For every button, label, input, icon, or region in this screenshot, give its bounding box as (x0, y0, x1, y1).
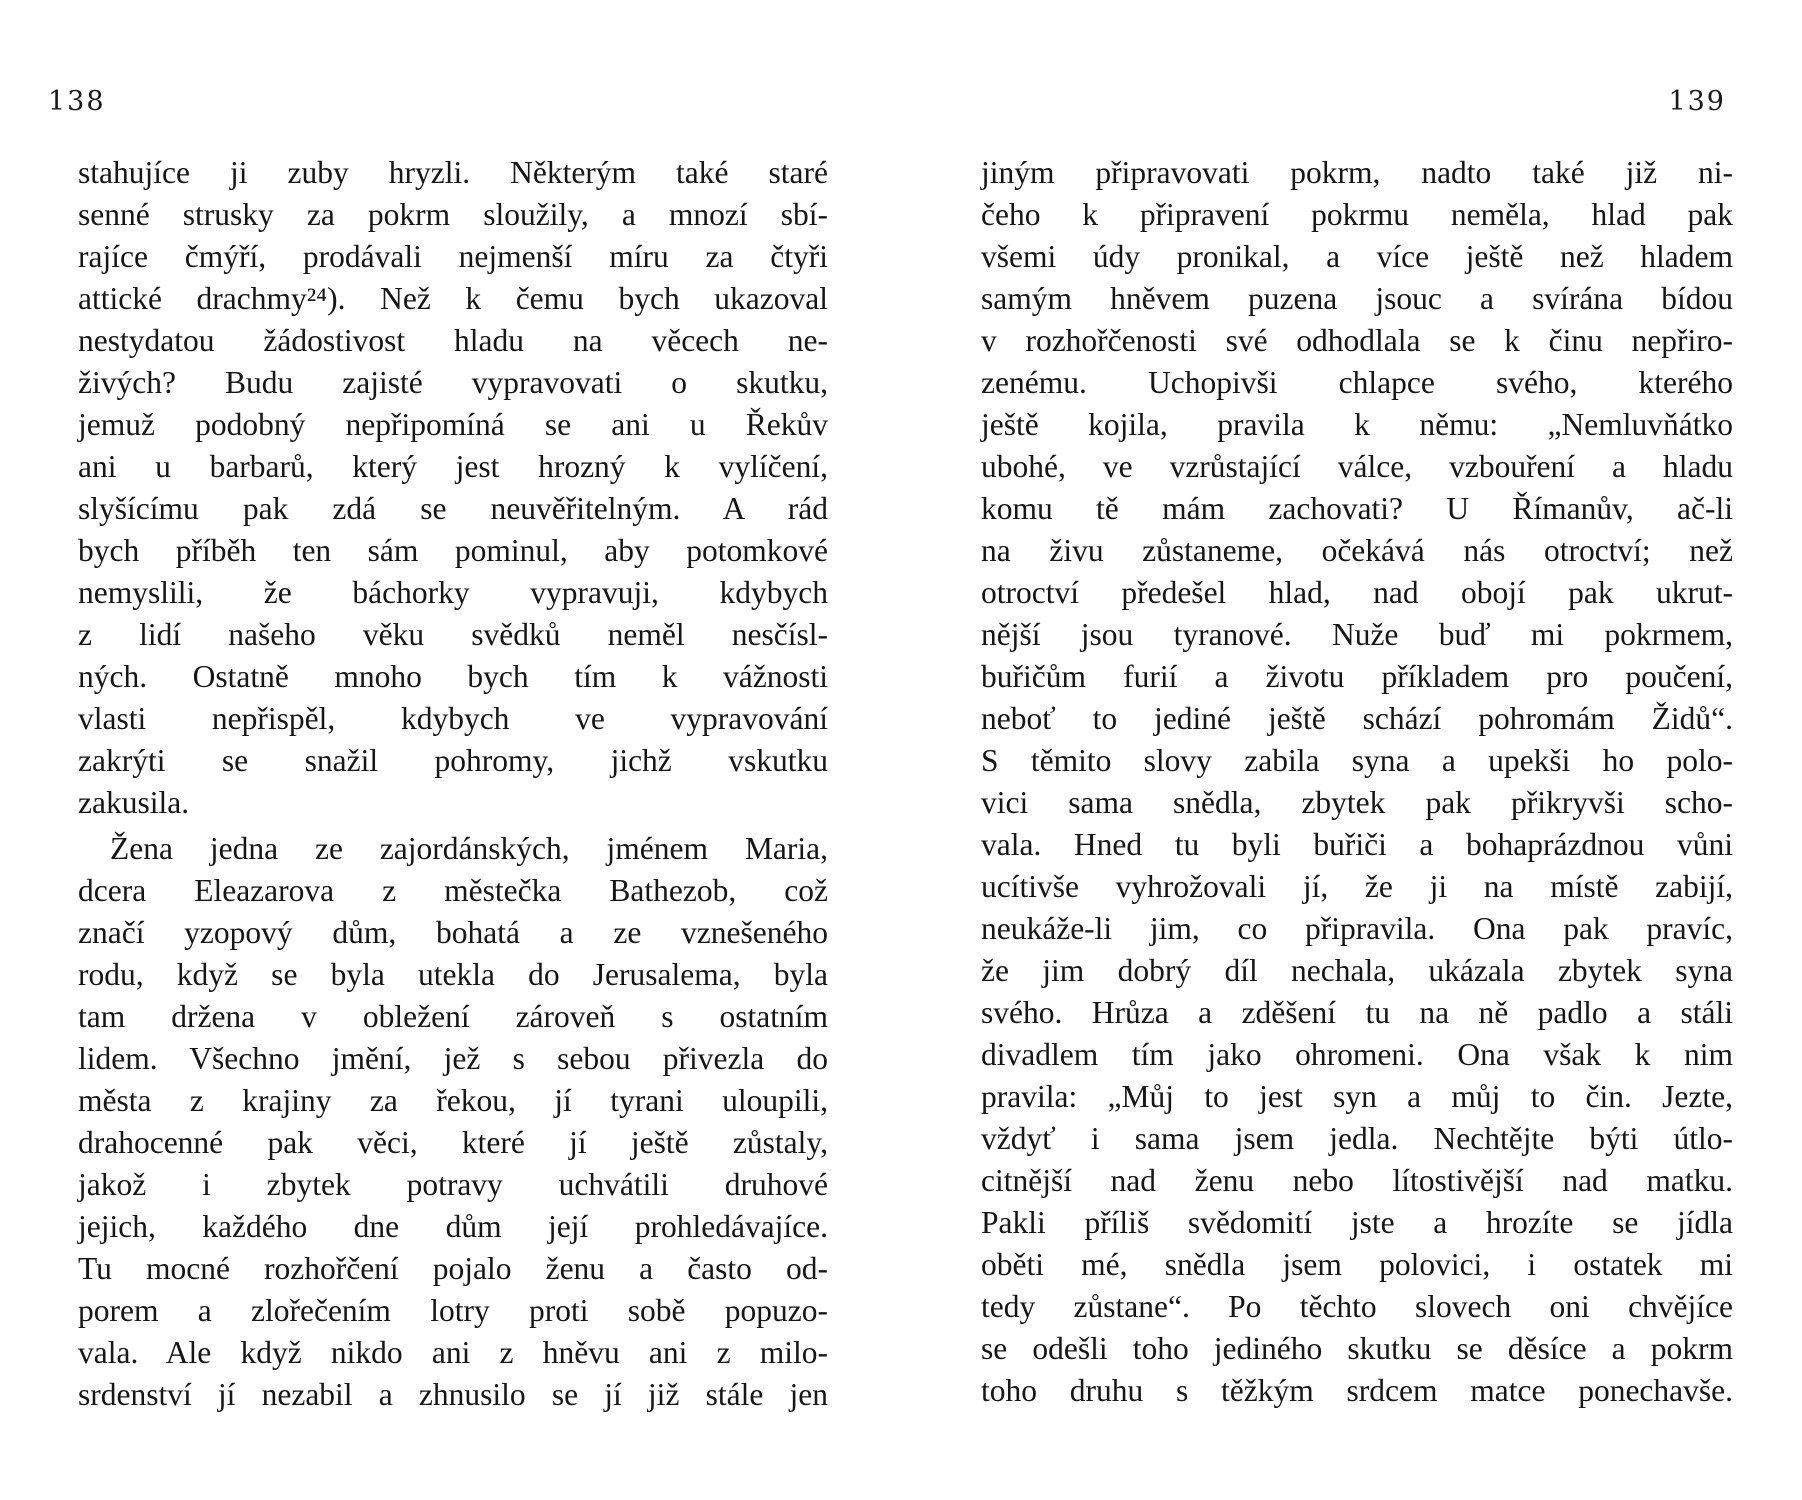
text-line: ještě kojila, pravila k němu: „Nemluvňátko (981, 407, 1733, 442)
text-line: svého. Hrůza a zděšení tu na ně padlo a stáli (981, 995, 1733, 1030)
text-line: značí yzopový dům, bohatá a ze vznešeného (78, 915, 828, 950)
text-line: toho druhu s těžkým srdcem matce ponechavše. (981, 1373, 1733, 1408)
page-text (981, 152, 1733, 1412)
text-line: z lidí našeho věku svědků neměl nesčísl- (78, 617, 828, 652)
right-page (901, 0, 1802, 1500)
text-line: Pakli příliš svědomití jste a hrozíte se jídla (981, 1205, 1733, 1240)
text-line: neboť to jediné ještě schází pohromám Židů“. (981, 701, 1733, 736)
paragraph (78, 828, 828, 1416)
text-line: slyšícímu pak zdá se neuvěřitelným. A rád (78, 491, 828, 526)
text-line: nestydatou žádostivost hladu na věcech ne- (78, 323, 828, 358)
text-line: živých? Budu zajisté vypravovati o skutku, (78, 365, 828, 400)
text-line: stahujíce ji zuby hryzli. Některým také staré (78, 155, 828, 190)
text-line: města z krajiny za řekou, jí tyrani uloupili, (78, 1083, 828, 1118)
text-line: tam držena v obležení zároveň s ostatním (78, 999, 828, 1034)
text-line: bych příběh ten sám pominul, aby potomkové (78, 533, 828, 568)
text-line: senné strusky za pokrm sloužily, a mnozí sbí- (78, 197, 828, 232)
text-line: drahocenné pak věci, které jí ještě zůstaly, (78, 1125, 828, 1160)
text-line: zenému. Uchopivši chlapce svého, kterého (981, 365, 1733, 400)
text-line: samým hněvem puzena jsouc a svírána bídou (981, 281, 1733, 316)
page-text (78, 152, 828, 1416)
text-line: nemyslili, že báchorky vypravuji, kdybych (78, 575, 828, 610)
text-line: rodu, když se byla utekla do Jerusalema, byla (78, 957, 828, 992)
text-line: buřičům furií a životu příkladem pro poučení, (981, 659, 1733, 694)
text-line: otroctví předešel hlad, nad obojí pak ukrut- (981, 575, 1733, 610)
text-line: nější jsou tyranové. Nuže buď mi pokrmem, (981, 617, 1733, 652)
text-line: vala. Hned tu byli buřiči a bohaprázdnou vůni (981, 827, 1733, 862)
paragraph (78, 152, 828, 824)
text-line: vždyť i sama jsem jedla. Nechtějte býti útlo- (981, 1121, 1733, 1156)
text-line: divadlem tím jako ohromeni. Ona však k nim (981, 1037, 1733, 1072)
text-line: porem a zlořečením lotry proti sobě popuzo- (78, 1293, 828, 1328)
text-line: Tu mocné rozhořčení pojalo ženu a často od- (78, 1251, 828, 1286)
text-line: že jim dobrý díl nechala, ukázala zbytek syna (981, 953, 1733, 988)
text-line: Žena jedna ze zajordánských, jménem Maria, (110, 831, 828, 866)
text-line: na živu zůstaneme, očekává nás otroctví; než (981, 533, 1733, 568)
text-line: S těmito slovy zabila syna a upekši ho polo- (981, 743, 1733, 778)
text-line: v rozhořčenosti své odhodlala se k činu nepřiro- (981, 323, 1733, 358)
text-line: oběti mé, snědla jsem polovici, i ostatek mi (981, 1247, 1733, 1282)
text-line: jakož i zbytek potravy uchvátili druhové (78, 1167, 828, 1202)
text-line: pravila: „Můj to jest syn a můj to čin. Jezte, (981, 1079, 1733, 1114)
text-line: vici sama snědla, zbytek pak přikryvši scho- (981, 785, 1733, 820)
text-line: vala. Ale když nikdo ani z hněvu ani z milo- (78, 1335, 828, 1370)
text-line: citnější nad ženu nebo lítostivější nad matku. (981, 1163, 1733, 1198)
text-line: ubohé, ve vzrůstající válce, vzbouření a hladu (981, 449, 1733, 484)
text-line: se odešli toho jediného skutku se děsíce a pokrm (981, 1331, 1733, 1366)
text-line: jejich, každého dne dům její prohledávajíce. (78, 1209, 828, 1244)
text-line: tedy zůstane“. Po těchto slovech oni chvějíce (981, 1289, 1733, 1324)
text-line: ucítivše vyhrožovali jí, že ji na místě zabijí, (981, 869, 1733, 904)
text-line: vlasti nepřispěl, kdybych ve vypravování (78, 701, 828, 736)
page-number: 138 (48, 86, 106, 117)
text-line: všemi údy pronikal, a více ještě než hladem (981, 239, 1733, 274)
text-line: lidem. Všechno jmění, jež s sebou přivezla do (78, 1041, 828, 1076)
text-line: čeho k připravení pokrmu neměla, hlad pak (981, 197, 1733, 232)
text-line: neukáže-li jim, co připravila. Ona pak pravíc, (981, 911, 1733, 946)
text-line: attické drachmy²⁴). Než k čemu bych ukazoval (78, 281, 828, 316)
paragraph (981, 152, 1733, 1412)
text-line: zakrýti se snažil pohromy, jichž vskutku (78, 743, 828, 778)
text-line: rajíce čmýří, prodávali nejmenší míru za čtyři (78, 239, 828, 274)
text-line: ani u barbarů, který jest hrozný k vylíčení, (78, 449, 828, 484)
page-number: 139 (1668, 86, 1726, 117)
text-line: srdenství jí nezabil a zhnusilo se jí již stále jen (78, 1377, 828, 1412)
text-line: jemuž podobný nepřipomíná se ani u Řekův (78, 407, 828, 442)
text-line: ných. Ostatně mnoho bych tím k vážnosti (78, 659, 828, 694)
text-line: zakusila. (78, 785, 190, 820)
text-line: dcera Eleazarova z městečka Bathezob, což (78, 873, 828, 908)
text-line: jiným připravovati pokrm, nadto také již ni- (981, 155, 1733, 190)
text-line: komu tě mám zachovati? U Římanův, ač-li (981, 491, 1733, 526)
